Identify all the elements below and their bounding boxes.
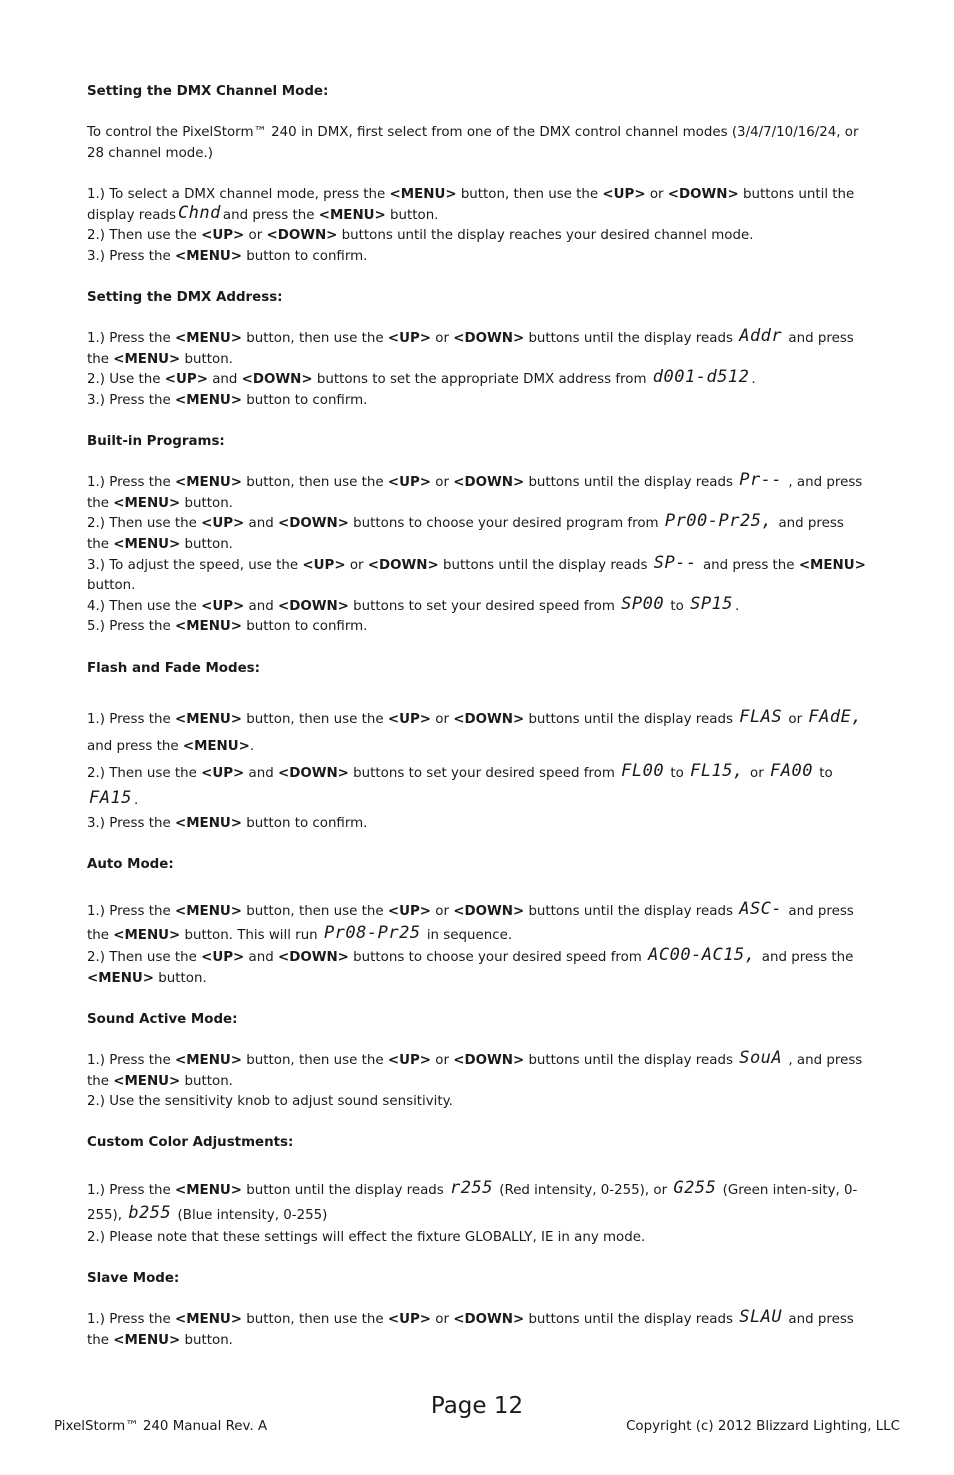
dmx-mode-step-2: 2.) Then use the <UP> or <DOWN> buttons until the display reaches your desired channel mode. <box>87 228 754 244</box>
lcd-readout: d001-d512 <box>652 367 750 388</box>
lcd-readout: AC00-AC15, <box>648 945 756 965</box>
lcd-readout: SP-- <box>653 552 697 573</box>
lcd-readout: FA15 <box>89 788 132 809</box>
programs-step-4: 4.) Then use the <UP> and <DOWN> buttons to set your desired speed from SP00 to SP15 . <box>87 593 740 614</box>
dmx-mode-step-3: 3.) Press the <MENU> button to confirm. <box>87 248 368 264</box>
programs-step-5: 5.) Press the <MENU> button to confirm. <box>87 619 368 635</box>
programs-step-2: 2.) Then use the <UP> and <DOWN> buttons to choose your desired program from Pr00-Pr25, and press the <MENU> button. <box>87 511 844 553</box>
lcd-readout: SP15 <box>690 593 734 614</box>
slave-step-1: 1.) Press the <MENU> button, then use the <UP> or <DOWN> buttons until the display reads SLAU and press the <MENU> button. <box>87 1307 854 1348</box>
color-step-2: 2.) Please note that these settings will effect the fixture GLOBALLY, IE in any mode. <box>87 1229 646 1245</box>
auto-step-2: 2.) Then use the <UP> and <DOWN> buttons to choose your desired speed from AC00-AC15, and press the <MENU> button. <box>87 945 854 986</box>
lcd-readout: Pr00-Pr25, <box>664 511 773 532</box>
flash-fade-step-1: 1.) Press the <MENU> button, then use the <UP> or <DOWN> buttons until the display reads FLAS or FAdE, and press the <MENU>. <box>87 707 863 755</box>
lcd-readout: Addr <box>739 326 783 347</box>
footer-manual-title: PixelStorm™ 240 Manual Rev. A <box>54 1419 268 1434</box>
section-heading-auto: Auto Mode: <box>87 857 174 873</box>
footer-copyright: Copyright (c) 2012 Blizzard Lighting, LLC <box>626 1419 900 1434</box>
page-number: Page 12 <box>430 1393 524 1419</box>
dmx-address-step-1: 1.) Press the <MENU> button, then use the <UP> or <DOWN> buttons until the display reads Addr and press the <MENU> button. <box>87 326 854 367</box>
lcd-readout: ASC- <box>739 899 783 919</box>
lcd-readout: SLAU <box>739 1307 783 1328</box>
dmx-address-step-2: 2.) Use the <UP> and <DOWN> buttons to set the appropriate DMX address from d001-d512 . <box>87 367 756 388</box>
section-heading-slave: Slave Mode: <box>87 1271 180 1287</box>
lcd-readout: FL00 <box>621 761 665 782</box>
programs-step-1: 1.) Press the <MENU> button, then use the <UP> or <DOWN> buttons until the display reads Pr-- , and press the <MENU> button. <box>87 470 863 511</box>
programs-step-3: 3.) To adjust the speed, use the <UP> or <DOWN> buttons until the display reads SP-- and press the <MENU> button. <box>87 552 866 594</box>
lcd-readout: SouA <box>739 1047 783 1068</box>
section-heading-sound: Sound Active Mode: <box>87 1011 238 1027</box>
dmx-mode-intro: To control the PixelStorm™ 240 in DMX, first select from one of the DMX control channel modes (3/4/7/10/16/24, or 28 channel mode.) <box>87 125 859 161</box>
lcd-readout: FL15, <box>690 761 744 782</box>
lcd-readout: Pr08-Pr25 <box>323 923 421 943</box>
lcd-readout: FAdE, <box>808 707 863 728</box>
section-heading-dmx-address: Setting the DMX Address: <box>87 289 283 305</box>
color-step-1: 1.) Press the <MENU> button until the display reads r255 (Red intensity, 0-255), or G255 (Green inten-sity, 0-255), b255 (Blue intensity, 0-255) <box>87 1177 858 1223</box>
manual-content <box>87 82 867 1352</box>
lcd-readout: b255 <box>128 1202 172 1223</box>
dmx-mode-step-1: 1.) To select a DMX channel mode, press the <MENU> button, then use the <UP> or <DOWN> buttons until the display reads Chnd and press the <MENU> button. <box>87 186 855 223</box>
flash-fade-step-2: 2.) Then use the <UP> and <DOWN> buttons to set your desired speed from FL00 to FL15, or FA00 to FA15 . <box>87 761 833 809</box>
sound-step-1: 1.) Press the <MENU> button, then use the <UP> or <DOWN> buttons until the display reads SouA , and press the <MENU> button. <box>87 1047 863 1089</box>
lcd-readout: FLAS <box>739 707 783 728</box>
lcd-readout: Chnd <box>177 202 221 223</box>
lcd-readout: SP00 <box>621 593 665 614</box>
lcd-readout: r255 <box>450 1177 493 1198</box>
sound-step-2: 2.) Use the sensitivity knob to adjust sound sensitivity. <box>87 1094 453 1110</box>
lcd-readout: G255 <box>673 1177 717 1198</box>
auto-step-1: 1.) Press the <MENU> button, then use the <UP> or <DOWN> buttons until the display reads ASC- and press the <MENU> button. This will run Pr08-Pr25 in sequence. <box>87 899 854 943</box>
lcd-readout: Pr-- <box>739 470 783 491</box>
section-heading-color: Custom Color Adjustments: <box>87 1135 294 1151</box>
dmx-address-step-3: 3.) Press the <MENU> button to confirm. <box>87 392 368 408</box>
lcd-readout: FA00 <box>770 761 813 782</box>
section-heading-flash-fade: Flash and Fade Modes: <box>87 660 260 676</box>
section-heading-dmx-mode: Setting the DMX Channel Mode: <box>87 84 329 99</box>
section-heading-programs: Built-in Programs: <box>87 434 225 450</box>
flash-fade-step-3: 3.) Press the <MENU> button to confirm. <box>87 816 368 832</box>
